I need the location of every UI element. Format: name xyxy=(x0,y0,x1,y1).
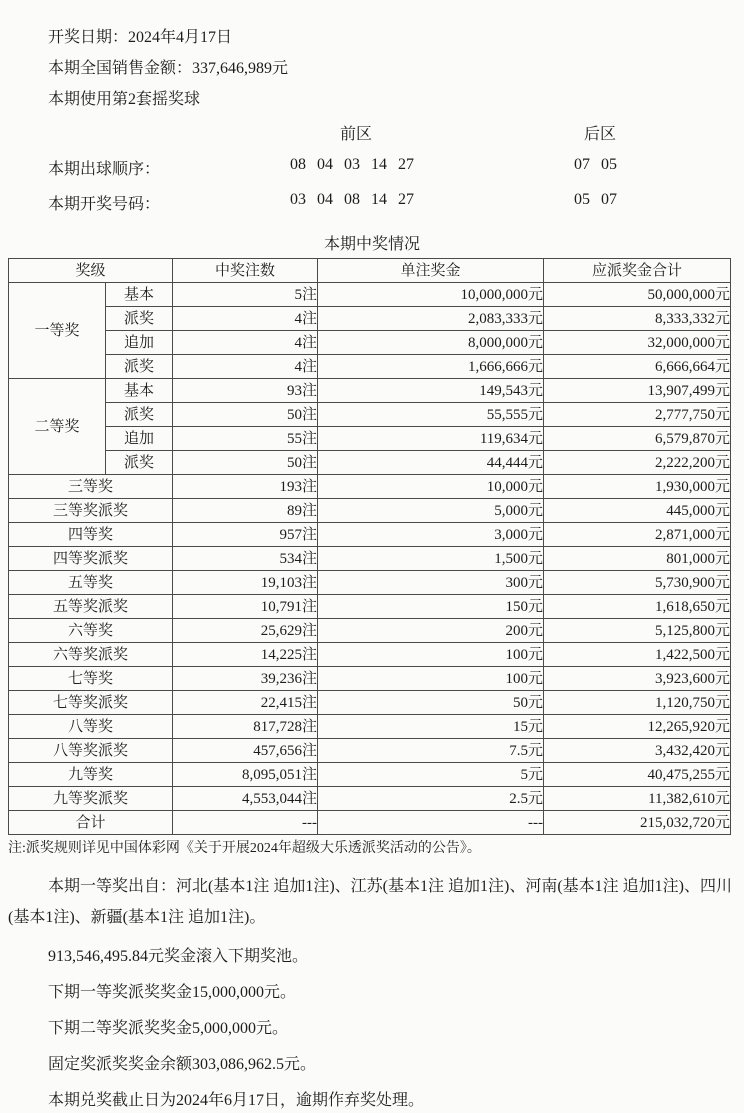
table-row xyxy=(9,547,731,571)
ball-set-line: 本期使用第2套摇奖球 xyxy=(48,91,201,108)
table-row xyxy=(9,667,731,691)
count-cell: 19,103注 xyxy=(173,571,318,595)
column-header-total: 应派奖金合计 xyxy=(544,259,731,283)
prize-cell: 2.5元 xyxy=(318,787,544,811)
draw-order-front-numbers: 08 04 03 14 27 xyxy=(290,156,414,173)
count-cell: 25,629注 xyxy=(173,619,318,643)
prize-cell: 150元 xyxy=(318,595,544,619)
table-row xyxy=(9,355,731,379)
total-cell: 801,000元 xyxy=(544,547,731,571)
total-cell: 1,120,750元 xyxy=(544,691,731,715)
count-cell: 50注 xyxy=(173,403,318,427)
total-cell: 3,923,600元 xyxy=(544,667,731,691)
prize-cell: 10,000元 xyxy=(318,475,544,499)
prize-table-title: 本期中奖情况 xyxy=(323,236,420,253)
prize-subtype-cell: 追加 xyxy=(106,331,173,355)
total-cell: 6,579,870元 xyxy=(544,427,731,451)
prize-group-cell: 一等奖 xyxy=(9,283,106,379)
front-zone-label: 前区 xyxy=(340,126,373,143)
prize-subtype-cell: 派奖 xyxy=(106,307,173,331)
prize-cell: 100元 xyxy=(318,643,544,667)
count-cell: 193注 xyxy=(173,475,318,499)
prize-cell: 119,634元 xyxy=(318,427,544,451)
total-cell: 5,730,900元 xyxy=(544,571,731,595)
prize-level-cell: 六等奖 xyxy=(9,619,173,643)
prize-subtype-cell: 基本 xyxy=(106,379,173,403)
count-cell: 534注 xyxy=(173,547,318,571)
column-header-prize: 单注奖金 xyxy=(318,259,544,283)
notes-section xyxy=(0,838,744,1113)
count-cell: 89注 xyxy=(173,499,318,523)
fixed-prize-balance-paragraph: 固定奖派奖奖金余额303,086,962.5元。 xyxy=(48,1056,317,1073)
total-cell: 32,000,000元 xyxy=(544,331,731,355)
prize-cell: 5,000元 xyxy=(318,499,544,523)
count-cell: 4注 xyxy=(173,331,318,355)
draw-order-row xyxy=(0,148,744,183)
prize-subtype-cell: 派奖 xyxy=(106,451,173,475)
prize-level-cell: 七等奖派奖 xyxy=(9,691,173,715)
sales-amount-line: 本期全国销售金额：337,646,989元 xyxy=(48,60,289,77)
total-cell: 1,930,000元 xyxy=(544,475,731,499)
prize-cell: 100元 xyxy=(318,667,544,691)
prize-cell: 1,666,666元 xyxy=(318,355,544,379)
prize-level-cell: 六等奖派奖 xyxy=(9,643,173,667)
prize-cell: 2,083,333元 xyxy=(318,307,544,331)
total-cell: 40,475,255元 xyxy=(544,763,731,787)
prize-level-cell: 七等奖 xyxy=(9,667,173,691)
column-header-count: 中奖注数 xyxy=(173,259,318,283)
prize-cell: 3,000元 xyxy=(318,523,544,547)
prize-level-cell: 五等奖 xyxy=(9,571,173,595)
count-cell: 14,225注 xyxy=(173,643,318,667)
table-row xyxy=(9,811,731,835)
draw-order-back-numbers: 07 05 xyxy=(574,156,617,173)
prize-cell: 300元 xyxy=(318,571,544,595)
count-cell: 50注 xyxy=(173,451,318,475)
total-cell: 2,871,000元 xyxy=(544,523,731,547)
table-row xyxy=(9,283,731,307)
column-header-level: 奖级 xyxy=(9,259,173,283)
claim-deadline-paragraph: 本期兑奖截止日为2024年6月17日，逾期作弃奖处理。 xyxy=(48,1092,425,1109)
total-cell: 2,777,750元 xyxy=(544,403,731,427)
prize-cell: 5元 xyxy=(318,763,544,787)
zone-header-row xyxy=(0,115,744,148)
prize-level-cell: 九等奖派奖 xyxy=(9,787,173,811)
prize-subtype-cell: 派奖 xyxy=(106,403,173,427)
count-cell: 4,553,044注 xyxy=(173,787,318,811)
prize-cell: 7.5元 xyxy=(318,739,544,763)
total-cell: 445,000元 xyxy=(544,499,731,523)
table-row xyxy=(9,691,731,715)
table-row xyxy=(9,451,731,475)
prize-level-cell: 四等奖 xyxy=(9,523,173,547)
draw-order-label: 本期出球顺序： xyxy=(48,161,161,178)
winning-numbers-row xyxy=(0,183,744,218)
prize-table xyxy=(8,258,731,835)
table-row xyxy=(9,307,731,331)
total-cell: 1,618,650元 xyxy=(544,595,731,619)
table-row xyxy=(9,739,731,763)
first-prize-provinces-paragraph: 本期一等奖出自：河北(基本1注 追加1注)、江苏(基本1注 追加1注)、河南(基本1注 追加1注)、四川(基本1注)、新疆(基本1注 追加1注)。 xyxy=(8,878,732,926)
table-row xyxy=(9,379,731,403)
total-cell: 6,666,664元 xyxy=(544,355,731,379)
table-row xyxy=(9,715,731,739)
prize-level-cell: 五等奖派奖 xyxy=(9,595,173,619)
winning-numbers-back: 05 07 xyxy=(574,191,617,208)
table-row xyxy=(9,619,731,643)
count-cell: 55注 xyxy=(173,427,318,451)
prize-level-cell: 合计 xyxy=(9,811,173,835)
prize-level-cell: 三等奖派奖 xyxy=(9,499,173,523)
total-cell: 3,432,420元 xyxy=(544,739,731,763)
count-cell: 817,728注 xyxy=(173,715,318,739)
count-cell: 957注 xyxy=(173,523,318,547)
table-row xyxy=(9,763,731,787)
total-cell: 1,422,500元 xyxy=(544,643,731,667)
count-cell: 8,095,051注 xyxy=(173,763,318,787)
table-row xyxy=(9,643,731,667)
prize-cell: 8,000,000元 xyxy=(318,331,544,355)
prize-cell: 50元 xyxy=(318,691,544,715)
count-cell: 10,791注 xyxy=(173,595,318,619)
rules-footnote: 注:派奖规则详见中国体彩网《关于开展2024年超级大乐透派奖活动的公告》。 xyxy=(8,841,481,856)
prize-cell: 10,000,000元 xyxy=(318,283,544,307)
count-cell: 39,236注 xyxy=(173,667,318,691)
prize-cell: 15元 xyxy=(318,715,544,739)
back-zone-label: 后区 xyxy=(584,126,617,143)
total-cell: 8,333,332元 xyxy=(544,307,731,331)
table-row xyxy=(9,499,731,523)
next-first-prize-bonus-paragraph: 下期一等奖派奖奖金15,000,000元。 xyxy=(48,984,297,1001)
prize-cell: 200元 xyxy=(318,619,544,643)
table-row xyxy=(9,787,731,811)
next-second-prize-bonus-paragraph: 下期二等奖派奖奖金5,000,000元。 xyxy=(48,1020,289,1037)
total-cell: 5,125,800元 xyxy=(544,619,731,643)
table-row xyxy=(9,427,731,451)
winning-numbers-label: 本期开奖号码： xyxy=(48,196,161,213)
total-cell: 11,382,610元 xyxy=(544,787,731,811)
prize-table-header-row xyxy=(9,259,731,283)
winning-numbers-front: 03 04 08 14 27 xyxy=(290,191,414,208)
draw-date-line: 开奖日期：2024年4月17日 xyxy=(48,29,233,46)
total-cell: 50,000,000元 xyxy=(544,283,731,307)
prize-cell: 1,500元 xyxy=(318,547,544,571)
prize-cell: --- xyxy=(318,811,544,835)
rollover-paragraph: 913,546,495.84元奖金滚入下期奖池。 xyxy=(48,948,309,965)
table-row xyxy=(9,475,731,499)
total-cell: 12,265,920元 xyxy=(544,715,731,739)
prize-level-cell: 九等奖 xyxy=(9,763,173,787)
prize-subtype-cell: 基本 xyxy=(106,283,173,307)
prize-subtype-cell: 追加 xyxy=(106,427,173,451)
total-cell: 215,032,720元 xyxy=(544,811,731,835)
table-row xyxy=(9,595,731,619)
prize-level-cell: 八等奖派奖 xyxy=(9,739,173,763)
prize-group-cell: 二等奖 xyxy=(9,379,106,475)
prize-level-cell: 四等奖派奖 xyxy=(9,547,173,571)
count-cell: 4注 xyxy=(173,355,318,379)
count-cell: 4注 xyxy=(173,307,318,331)
prize-cell: 55,555元 xyxy=(318,403,544,427)
total-cell: 13,907,499元 xyxy=(544,379,731,403)
count-cell: 22,415注 xyxy=(173,691,318,715)
prize-level-cell: 三等奖 xyxy=(9,475,173,499)
prize-cell: 149,543元 xyxy=(318,379,544,403)
prize-subtype-cell: 派奖 xyxy=(106,355,173,379)
table-row xyxy=(9,523,731,547)
prize-level-cell: 八等奖 xyxy=(9,715,173,739)
count-cell: --- xyxy=(173,811,318,835)
prize-cell: 44,444元 xyxy=(318,451,544,475)
count-cell: 457,656注 xyxy=(173,739,318,763)
table-row xyxy=(9,403,731,427)
count-cell: 5注 xyxy=(173,283,318,307)
total-cell: 2,222,200元 xyxy=(544,451,731,475)
table-row xyxy=(9,571,731,595)
table-row xyxy=(9,331,731,355)
count-cell: 93注 xyxy=(173,379,318,403)
